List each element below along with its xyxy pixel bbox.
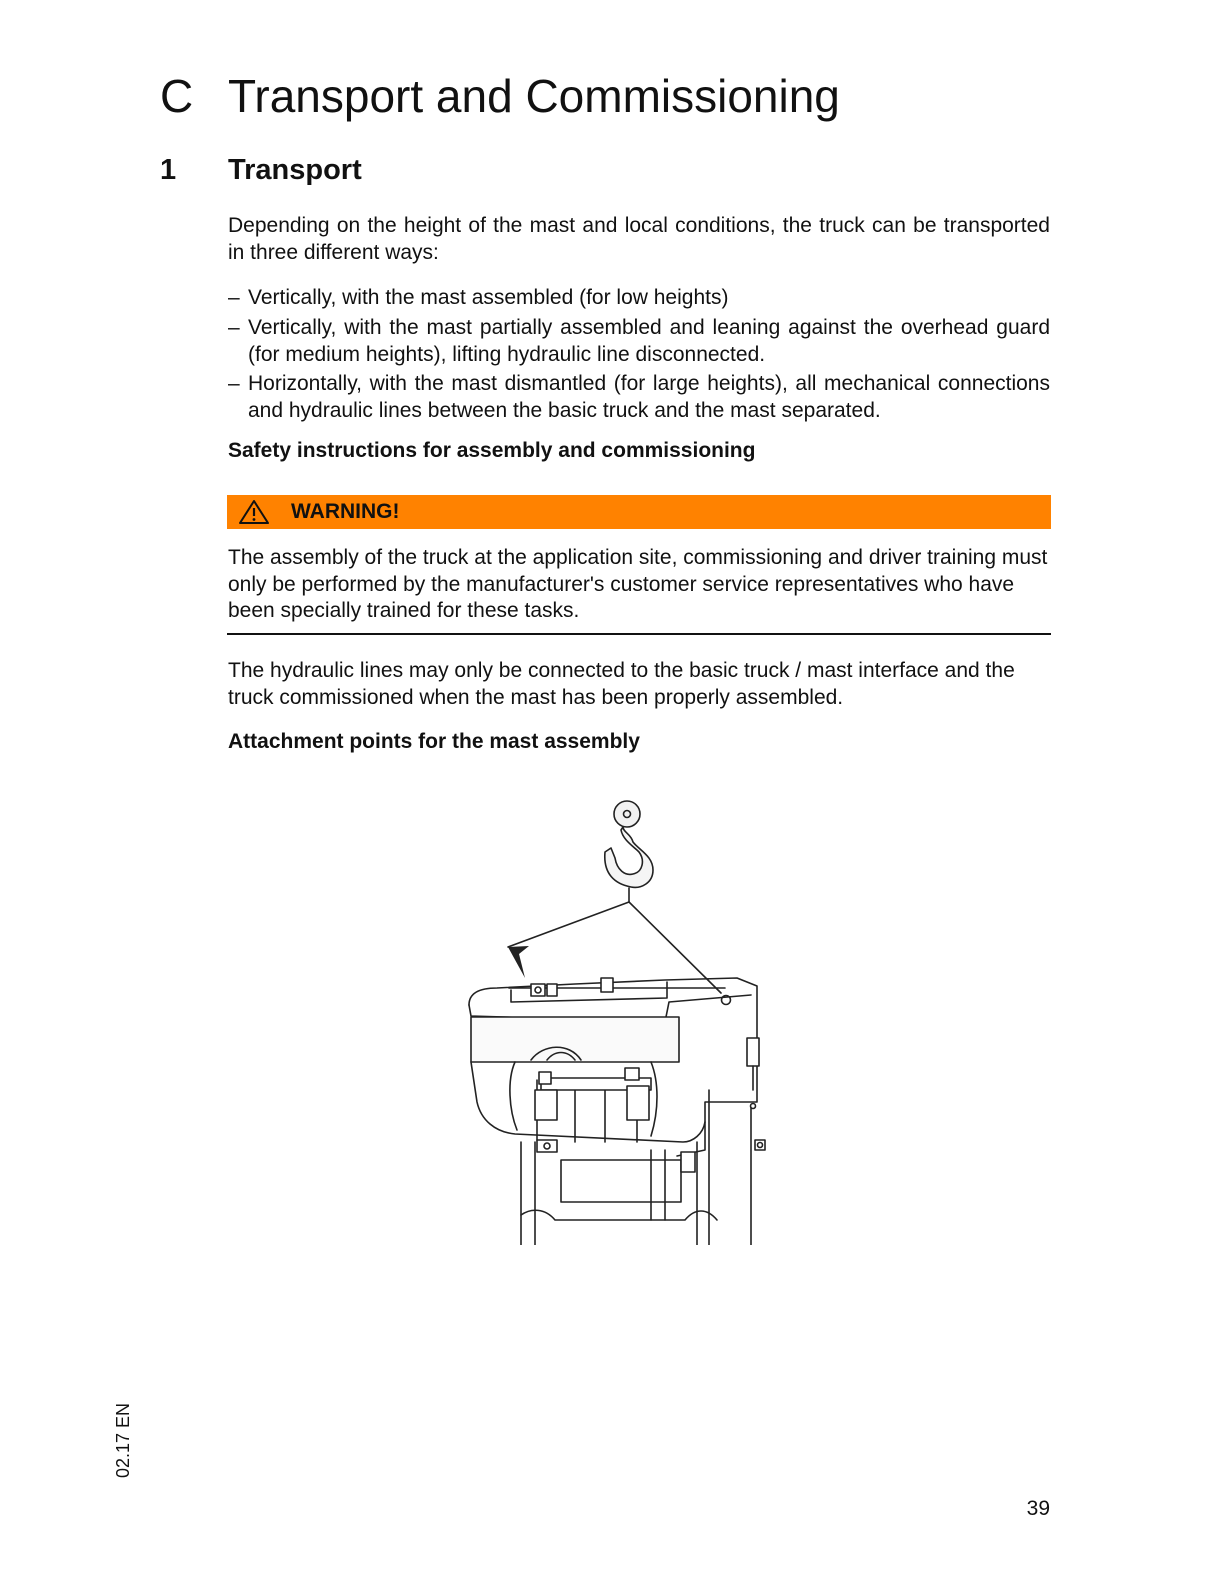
hydraulic-note: The hydraulic lines may only be connected to the basic truck / mast interface and the truck commissioned when the mast has been properly assembled. bbox=[228, 659, 1015, 709]
section-heading bbox=[160, 152, 362, 188]
mast-frame bbox=[521, 1068, 751, 1245]
page-number: 39 bbox=[1026, 1497, 1050, 1520]
list-item-text: Vertically, with the mast partially assembled and leaning against the overhead guard (for medium heights), lifting hydraulic line disconnected. bbox=[248, 316, 1050, 366]
warning-end-rule bbox=[227, 633, 1051, 635]
section-title: Transport bbox=[228, 154, 362, 186]
list-item-text: Horizontally, with the mast dismantled (for large heights), all mechanical connections and hydraulic lines between the basic truck and the mast separated. bbox=[248, 372, 1050, 422]
mast-attachment-illustration bbox=[455, 790, 775, 1245]
chapter-title-text: Transport and Commissioning bbox=[228, 70, 840, 122]
truck-body bbox=[469, 978, 765, 1156]
chapter-letter: C bbox=[160, 70, 194, 122]
list-marker: – bbox=[228, 286, 240, 309]
safety-heading: Safety instructions for assembly and commissioning bbox=[228, 439, 756, 462]
list-item bbox=[228, 315, 1050, 368]
crane-hook-icon bbox=[605, 801, 653, 902]
warning-label: WARNING! bbox=[291, 500, 400, 523]
warning-text: The assembly of the truck at the application site, commissioning and driver training must only be performed by the manufacturer's customer service representatives who have been specially trained for these tasks. bbox=[228, 546, 1048, 622]
chapter-title bbox=[160, 68, 840, 124]
list-marker: – bbox=[228, 316, 240, 339]
intro-paragraph: Depending on the height of the mast and local conditions, the truck can be transported in three different ways: bbox=[228, 214, 1050, 264]
list-item bbox=[228, 285, 1050, 312]
warning-triangle-icon bbox=[238, 499, 270, 525]
attachment-heading: Attachment points for the mast assembly bbox=[228, 730, 640, 753]
section-number: 1 bbox=[160, 154, 177, 186]
warning-banner bbox=[227, 495, 1051, 529]
list-marker: – bbox=[228, 372, 240, 395]
list-item-text: Vertically, with the mast assembled (for low heights) bbox=[248, 286, 729, 309]
footer-date: 02.17 EN bbox=[113, 1402, 133, 1478]
list-item bbox=[228, 371, 1050, 424]
